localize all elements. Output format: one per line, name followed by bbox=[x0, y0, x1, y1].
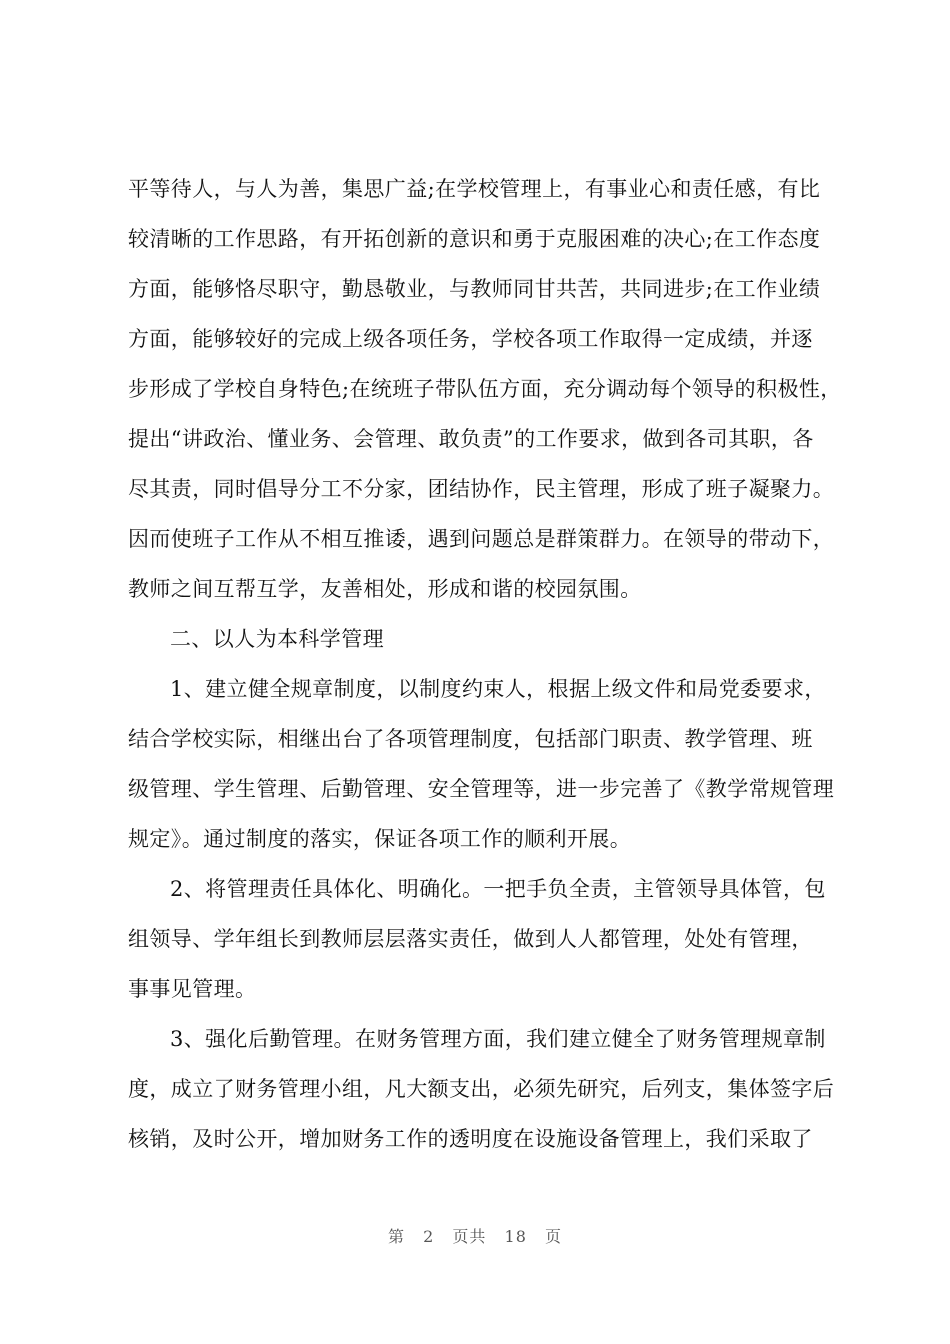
text-line: 较清晰的工作思路，有开拓创新的意识和勇于克服困难的决心;在工作态度 bbox=[128, 227, 821, 251]
text-line: 度，成立了财务管理小组，凡大额支出，必须先研究，后列支，集体签字后 bbox=[128, 1077, 835, 1101]
footer-label-total: 页共 bbox=[452, 1227, 487, 1246]
text-line: 平等待人，与人为善，集思广益;在学校管理上，有事业心和责任感，有比 bbox=[128, 177, 821, 201]
paragraph-first-line: 3、强化后勤管理。在财务管理方面，我们建立健全了财务管理规章制 bbox=[170, 1027, 826, 1051]
text-line: 因而使班子工作从不相互推诿，遇到问题总是群策群力。在领导的带动下， bbox=[128, 527, 835, 551]
text-line: 教师之间互帮互学，友善相处，形成和谐的校园氛围。 bbox=[128, 577, 642, 601]
paragraph-first-line: 2、将管理责任具体化、明确化。一把手负全责，主管领导具体管，包 bbox=[170, 877, 826, 901]
text-line: 规定》。通过制度的落实，保证各项工作的顺利开展。 bbox=[128, 827, 632, 851]
text-line: 级管理、学生管理、后勤管理、安全管理等，进一步完善了《教学常规管理 bbox=[128, 777, 835, 801]
footer-current-page: 2 bbox=[423, 1227, 435, 1246]
text-line: 结合学校实际，相继出台了各项管理制度，包括部门职责、教学管理、班 bbox=[128, 727, 813, 751]
text-line: 事事见管理。 bbox=[128, 977, 257, 1001]
text-line: 方面，能够较好的完成上级各项任务，学校各项工作取得一定成绩，并逐 bbox=[128, 327, 813, 351]
text-line: 组领导、学年组长到教师层层落实责任，做到人人都管理，处处有管理， bbox=[128, 927, 813, 951]
text-line: 提出“讲政治、懂业务、会管理、敢负责”的工作要求，做到各司其职，各 bbox=[128, 427, 814, 451]
text-line: 核销，及时公开，增加财务工作的透明度在设施设备管理上，我们采取了 bbox=[128, 1127, 813, 1151]
text-line: 方面，能够恪尽职守，勤恳敬业，与教师同甘共苦，共同进步;在工作业绩 bbox=[128, 277, 821, 301]
footer-total-pages: 18 bbox=[504, 1227, 527, 1246]
footer-label-page: 第 bbox=[388, 1227, 406, 1246]
text-line: 步形成了学校自身特色;在统班子带队伍方面，充分调动每个领导的积极性， bbox=[128, 377, 842, 401]
page-footer bbox=[0, 1224, 950, 1247]
section-heading: 二、以人为本科学管理 bbox=[170, 627, 384, 651]
paragraph-first-line: 1、建立健全规章制度，以制度约束人，根据上级文件和局党委要求， bbox=[170, 677, 826, 701]
text-line: 尽其责，同时倡导分工不分家，团结协作，民主管理，形成了班子凝聚力。 bbox=[128, 477, 835, 501]
footer-label-end: 页 bbox=[544, 1227, 562, 1246]
